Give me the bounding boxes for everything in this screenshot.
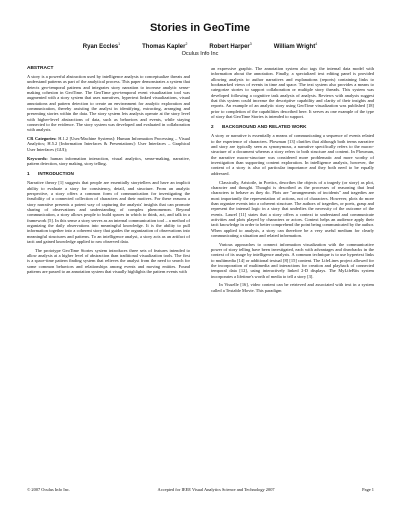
body-paragraph: The prototype GeoTime Stories system introduces three sets of features intended to allow analysis at a higher level of abstraction than traditional visualization tools. The first is a space-time pattern finding system that relieves the analyst from the need to search for some common behaviors and relationships among events and moving entities. Found patterns are passed to an annotation system that visually highlights the pattern events with bbox=[27, 247, 190, 275]
body-paragraph: Narrative theory [1] suggests that people are essentially storytellers and have an implicit ability to evaluate a story for consistency, detail, and structure. From an analytic perspective, a story offers a common form of communication for investigating the feasibility of a connected collection of characters and their motives. For these reasons a story narrative presents a potent way of capturing the analysts' insights that can promote sharing of observations and understanding of complex phenomenon. Beyond communication, a story allows people to build spaces in which to think, act, and talk in a framework [5]. In this sense a story serves as an internal communication tool – a method of organizing the daily observations into meaningful knowledge. It is the ability to pull information together into a coherent story that guides the organization of observations into meaningful structures and patterns. To an intelligence analyst, a story acts as an artifact of tacit and gained knowledge applied to raw observed data. bbox=[27, 180, 190, 244]
author: Thomas Kapler$^2$ bbox=[142, 42, 188, 50]
body-paragraph: an expressive graphic. The annotation system also tags the internal data model with information about the annotation. Finally, a specialized text editing panel is provided allowing analysts to author narratives and explanations (reports) containing links to bookmarked views of events in time and space. The text system also provides a means to categorize stories to support collaboration or multiple story threads. This system was developed following a cognitive task analysis of analysts. Reviews with analysts suggest that this system could increase the descriptive capability and clarity of their insights and reports. An example of an analytic story using GeoTime visualization was published [18] prior to completion of the capabilities described here. It serves as one example of the type of story that GeoTime Stories is intended to support. bbox=[211, 66, 374, 120]
page-footer bbox=[27, 487, 374, 492]
author: Ryan Eccles$^1$ bbox=[82, 42, 121, 50]
body-paragraph: Various approaches to connect information visualization with the communicative power of story telling have been investigated, each with advantages and drawbacks in the context of its usage by intelligence analysts. A common technique is to use hypertext links to multimedia [14] or additional textual [8] [15] content. The LifeLines project allowed for the incorporation of multimedia and interactions for creation and playback of connected temporal data [12], using interactively linked 2-D displays. The MyLifeBits system incorporates a lifetime's worth of media to tell a story [3]. bbox=[211, 241, 374, 279]
footer-page-number: Page 1 bbox=[362, 487, 374, 492]
section-heading-background: 2 BACKGROUND AND RELATED WORK bbox=[211, 124, 307, 130]
body-paragraph: A story or narrative is essentially a means of communicating a sequence of events related to the experience of characters. Plowman [13] clarifies that although both terms narrative and story are typically seen as synonymous, a narrative specifically refers to the macro-structure of a document whereas a story refers to both structure and content. In Plowman, the narrative macro-structure was considered more problematic and more worthy of investigation than supporting content exploration. In intelligence analysis, however, the content of a story is also of particular importance and they both need to be equally addressed. bbox=[211, 133, 374, 176]
body-paragraph: In Visuelle [16], video content can be retrieved and associated with text in a system called a Textable Movie. This paradigm bbox=[211, 282, 374, 293]
body-paragraph: Classically, Aristotle, in Poetics, describes the objects of a tragedy (or story) as plot, character and thought. Thought is described as the processes of reasoning that lead characters to behave as they do. Plots are "arrangements of incidents" and tragedies are most importantly the representation of actions, not of characters. However, plots do more than organize events into a coherent structure. The authors of tragedies, or poets, grasp and represent the internal logic in a story that underlies the necessity of the outcome of the events. Laurel [11] states that a story offers a context to understand and communicate activities and plots played by characters or actors. Context helps an audience apply their tacit knowledge in order to better comprehend the point being communicated by the author. When applied to analysis, a story can therefore be a very useful medium for clearly communicating a situation and related information. bbox=[211, 179, 374, 238]
right-column bbox=[211, 66, 374, 297]
abstract-text: A story is a powerful abstraction used by intelligence analysts to conceptualize threats and understand patterns as part of the analytical process. This paper demonstrates a system that detects geo-temporal patterns and integrates story narration to increase analytic sense-making cohesion in GeoTime. The GeoTime geo-temporal event visualization tool was augmented with a story system that uses narratives, hypertext linked visualizations, visual annotations and pattern detection to create an environment for analytic exploration and communication, thereby assisting the analyst in identifying, extracting, arranging and presenting stories within the data. The story system lets analysts operate at the story level with higher-level abstractions of data, such as behaviors and events, while staying connected to the evidence. The story system was developed and evaluated in collaboration with analysts. bbox=[27, 73, 190, 133]
author: Robert Harper$^3$ bbox=[209, 42, 252, 50]
cr-categories: CR Categories: H.1.2 [User/Machine Systems]: Human Information Processing – Visual Analytics; H.5.2 [Information Interfaces & Presentations]: User Interfaces – Graphical User Interfaces (GUI); bbox=[27, 136, 190, 152]
author: William Wright$^4$ bbox=[273, 42, 318, 50]
affiliation: Oculus Info Inc bbox=[181, 51, 219, 57]
section-heading-intro: 1 INTRODUCTION bbox=[27, 171, 74, 177]
left-column bbox=[27, 66, 190, 278]
footer-venue: Accepted for IEEE Visual Analytics Science and Technology 2007 bbox=[157, 487, 275, 492]
abstract-heading: ABSTRACT bbox=[27, 66, 54, 71]
author-list bbox=[0, 42, 400, 50]
footer-copyright: © 2007 Oculus Info Inc. bbox=[27, 487, 70, 492]
keywords: Keywords: human information interaction, visual analytics, sense-making, narrative, pattern detection, story making, story telling. bbox=[27, 155, 191, 166]
paper-title: Stories in GeoTime bbox=[149, 22, 251, 34]
